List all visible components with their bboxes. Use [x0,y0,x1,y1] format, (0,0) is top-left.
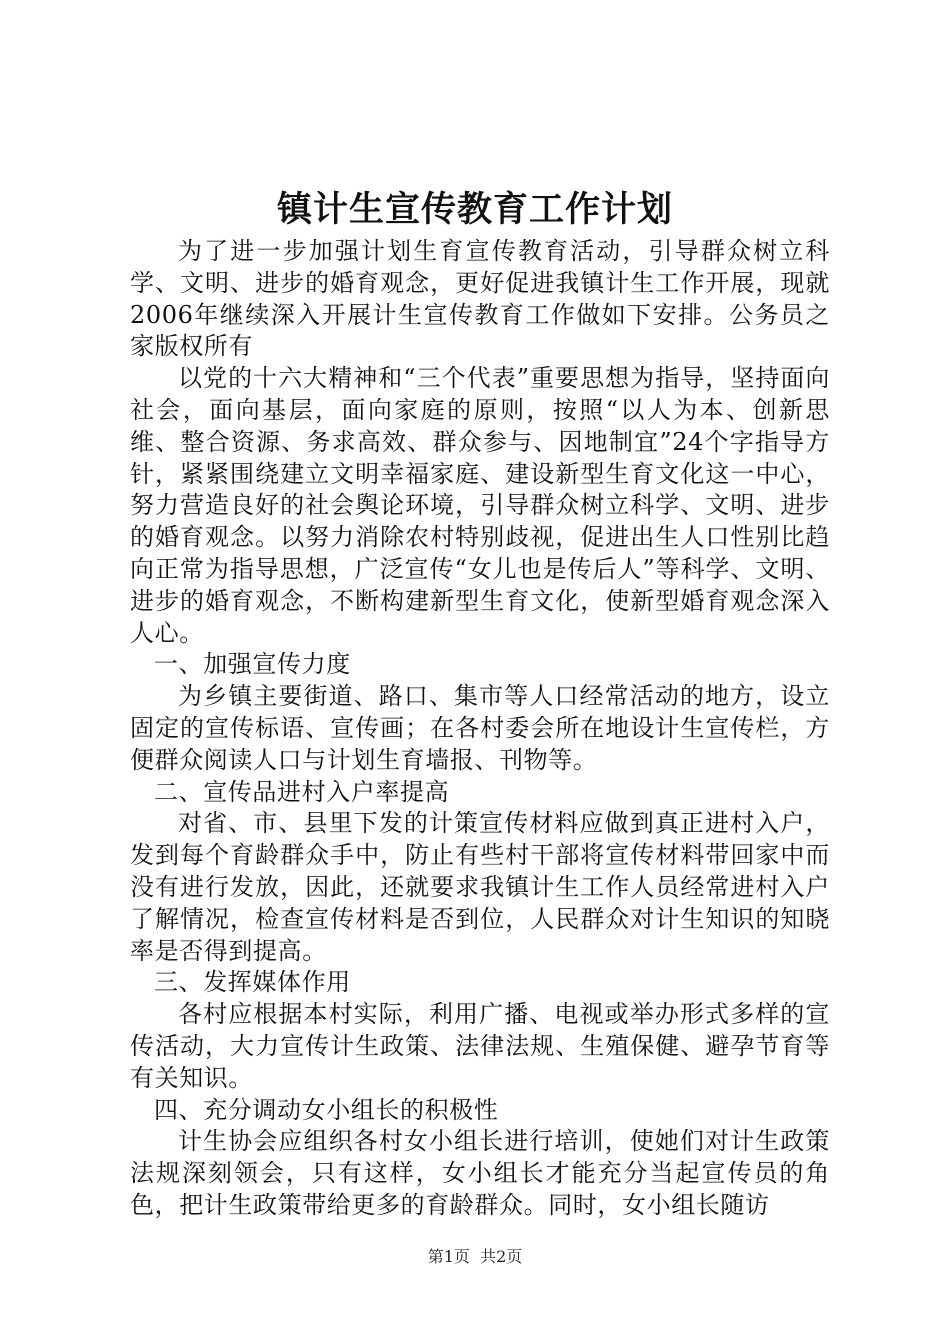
body-paragraph: 各村应根据本村实际，利用广播、电视或举办形式多样的宣传活动，大力宣传计生政策、法律法规、生殖保健、避孕节育等有关知识。 [130,1000,830,1092]
body-paragraph: 以党的十六大精神和“三个代表”重要思想为指导，坚持面向社会，面向基层，面向家庭的原则，按照“以人为本、创新思维、整合资源、务求高效、群众参与、因地制宜”24个字指导方针，紧紧围绕建立文明幸福家庭、建设新型生育文化这一中心，努力营造良好的社会舆论环境，引导群众树立科学、文明、进步的婚育观念。以努力消除农村特别歧视，促进出生人口性别比趋向正常为指导思想，广泛宣传“女儿也是传后人”等科学、文明、进步的婚育观念，不断构建新型生育文化，使新型婚育观念深入人心。 [130,364,830,647]
body-paragraph: 为乡镇主要街道、路口、集市等人口经常活动的地方，设立固定的宣传标语、宣传画；在各村委会所在地设计生宣传栏，方便群众阅读人口与计划生育墙报、刊物等。 [130,682,830,774]
page-total: 共2页 [480,1247,523,1266]
section-heading: 三、发挥媒体作用 [154,968,351,997]
section-heading: 一、加强宣传力度 [154,650,351,679]
document-body [130,236,830,1222]
body-paragraph: 计生协会应组织各村女小组长进行培训，使她们对计生政策法规深刻领会，只有这样，女小组长才能充分当起宣传员的角色，把计生政策带给更多的育龄群众。同时，女小组长随访 [130,1127,830,1219]
page-number: 第1页 [427,1247,470,1266]
section-heading: 四、充分调动女小组长的积极性 [154,1095,499,1124]
section-heading: 二、宣传品进村入户率提高 [154,777,450,806]
body-paragraph: 为了进一步加强计划生育宣传教育活动，引导群众树立科学、文明、进步的婚育观念，更好促进我镇计生工作开展，现就2006年继续深入开展计生宣传教育工作做如下安排。公务员之家版权所有 [130,237,830,361]
body-paragraph: 对省、市、县里下发的计策宣传材料应做到真正进村入户，发到每个育龄群众手中，防止有些村干部将宣传材料带回家中而没有进行发放，因此，还就要求我镇计生工作人员经常进村入户了解情况，检查宣传材料是否到位，人民群众对计生知识的知晓率是否得到提高。 [130,809,830,965]
page-footer [0,1244,950,1267]
document-title: 镇计生宣传教育工作计划 [276,189,673,230]
